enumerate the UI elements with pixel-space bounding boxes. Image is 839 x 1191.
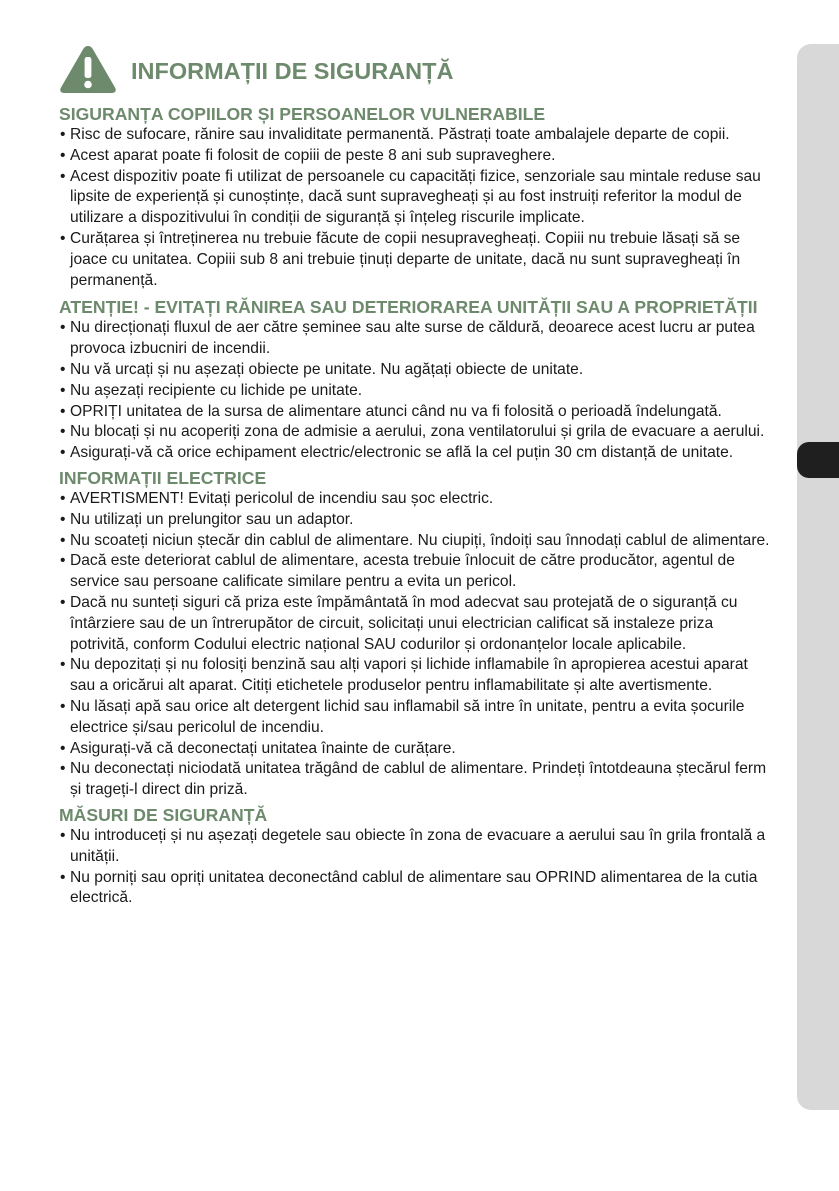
side-tab-marker <box>797 442 839 478</box>
section-attention <box>59 297 775 464</box>
warning-triangle-icon <box>59 44 117 94</box>
list-item: • Nu blocați și nu acoperiți zona de admisie a aerului, zona ventilatorului și grila de evacuare a aerului. <box>59 422 775 443</box>
list-item: • Nu deconectați niciodată unitatea trăgând de cablul de alimentare. Prindeți întotdeauna ștecărul ferm și trageți-l direct din priză. <box>59 759 775 801</box>
list-item: • Nu direcționați fluxul de aer către șeminee sau alte surse de căldură, deoarece acest lucru ar putea provoca izbucniri de incendii. <box>59 318 775 360</box>
list-item: • Asigurați-vă că deconectați unitatea înainte de curățare. <box>59 739 775 760</box>
list-item: • Nu lăsați apă sau orice alt detergent lichid sau inflamabil să intre în unitate, pentru a evita șocurile electrice și/sau pericolul de incendiu. <box>59 697 775 739</box>
section-title: SIGURANȚA COPIILOR ȘI PERSOANELOR VULNERABILE <box>59 104 546 124</box>
bullet-list <box>59 489 775 801</box>
section-electrical <box>59 468 775 801</box>
list-item: • Risc de sufocare, rănire sau invaliditate permanentă. Păstrați toate ambalajele departe de copii. <box>59 125 775 146</box>
page-header <box>59 44 779 94</box>
list-item: • Nu porniți sau opriți unitatea deconectând cablul de alimentare sau OPRIND alimentarea de la cutia electrică. <box>59 868 775 910</box>
section-safety-measures <box>59 805 775 909</box>
section-title: MĂSURI DE SIGURANȚĂ <box>59 804 268 825</box>
section-title: INFORMAȚII ELECTRICE <box>59 467 267 488</box>
bullet-list <box>59 826 775 909</box>
list-item: • Nu așezați recipiente cu lichide pe unitate. <box>59 381 775 402</box>
side-tab <box>797 44 839 1110</box>
list-item: • Dacă este deteriorat cablul de alimentare, acesta trebuie înlocuit de către producător, agentul de service sau persoane calificate similare pentru a evita un pericol. <box>59 551 775 593</box>
document-body <box>59 104 775 913</box>
bullet-list <box>59 318 775 464</box>
list-item: • Acest dispozitiv poate fi utilizat de persoanele cu capacități fizice, senzoriale sau mintale reduse sau lipsite de experiență și cunoștințe, dacă sunt supravegheați și au fost instruiți referitor la modul de utilizare a dispozitivului în condiții de siguranță și înțeleg riscurile implicate. <box>59 167 775 229</box>
list-item: • Nu introduceți și nu așezați degetele sau obiecte în zona de evacuare a aerului sau în grila frontală a unității. <box>59 826 775 868</box>
section-title: ATENȚIE! - EVITAȚI RĂNIREA SAU DETERIORAREA UNITĂȚII SAU A PROPRIETĂȚII <box>59 297 758 318</box>
list-item: • Dacă nu sunteți siguri că priza este împământată în mod adecvat sau protejată de o siguranță cu întârziere sau de un întrerupător de circuit, solicitați unui electrician calificat să instaleze priza potrivită, conform Codului electric național SAU codurilor și ordonanțelor locale aplicabile. <box>59 593 775 655</box>
list-item: • Curățarea și întreținerea nu trebuie făcute de copii nesupravegheați. Copiii nu trebuie lăsați să se joace cu unitatea. Copiii sub 8 ani trebuie ținuți departe de unitate, dacă nu sunt supravegheați în permanență. <box>59 229 775 291</box>
bullet-list <box>59 125 775 291</box>
list-item: • Nu scoateți niciun ștecăr din cablul de alimentare. Nu ciupiți, îndoiți sau înnodați cablul de alimentare. <box>59 531 775 552</box>
list-item: • OPRIȚI unitatea de la sursa de alimentare atunci când nu va fi folosită o perioadă îndelungată. <box>59 402 775 423</box>
section-children-safety <box>59 104 775 291</box>
list-item: • Acest aparat poate fi folosit de copiii de peste 8 ani sub supraveghere. <box>59 146 775 167</box>
list-item: • Nu depozitați și nu folosiți benzină sau alți vapori și lichide inflamabile în apropierea acestui aparat sau a oricărui alt aparat. Citiți etichetele produselor pentru inflamabilitate și alte avertismente. <box>59 655 775 697</box>
list-item: • Asigurați-vă că orice echipament electric/electronic se află la cel puțin 30 cm distanță de unitate. <box>59 443 775 464</box>
page-title: INFORMAȚII DE SIGURANȚĂ <box>131 58 454 84</box>
list-item: • Nu utilizați un prelungitor sau un adaptor. <box>59 510 775 531</box>
list-item: • AVERTISMENT! Evitați pericolul de incendiu sau șoc electric. <box>59 489 775 510</box>
list-item: • Nu vă urcați și nu așezați obiecte pe unitate. Nu agățați obiecte de unitate. <box>59 360 775 381</box>
